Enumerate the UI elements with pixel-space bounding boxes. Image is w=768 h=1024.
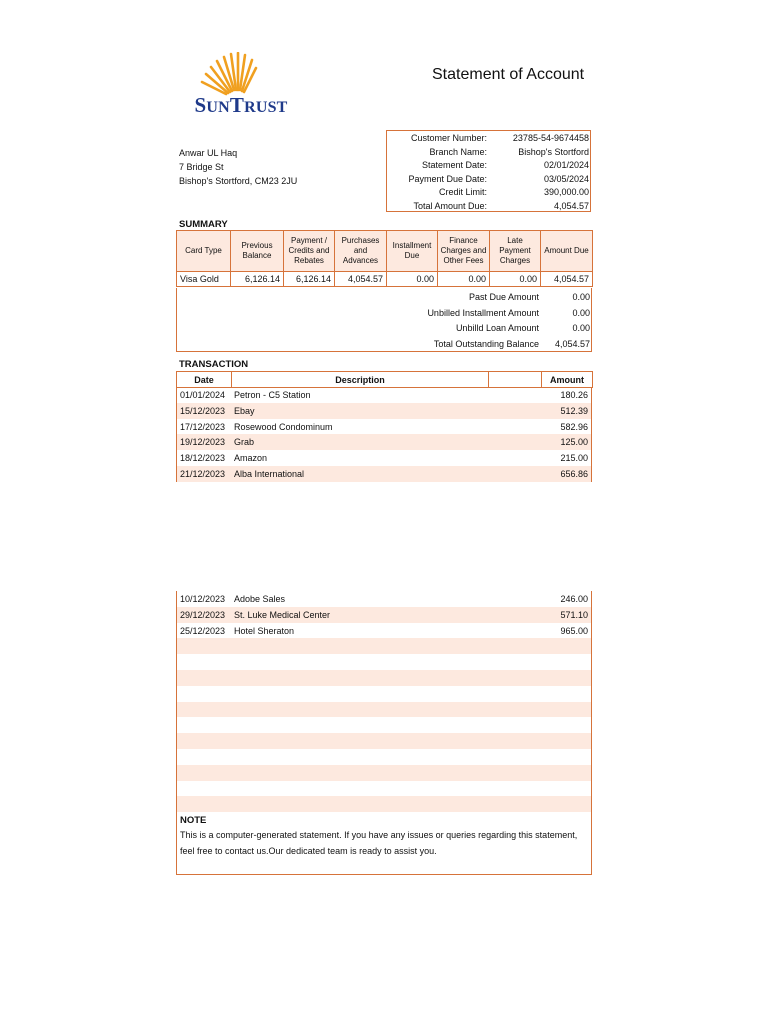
table-row: 15/12/2023 Ebay 512.39	[177, 403, 591, 419]
table-row: 29/12/2023 St. Luke Medical Center 571.10	[177, 607, 591, 623]
totals-row: Unbilld Loan Amount 0.00	[455, 323, 590, 333]
header-amount: Amount	[542, 372, 593, 388]
table-cell: 0.00	[490, 272, 541, 287]
header-description: Description	[232, 372, 489, 388]
customer-address	[179, 146, 297, 188]
customer-name: Anwar UL Haq	[179, 148, 238, 158]
transaction-header-row	[177, 372, 593, 388]
header-late-payment: Late Payment Charges	[490, 231, 541, 272]
empty-row	[177, 686, 591, 702]
info-row: Statement Date: 02/01/2024	[421, 160, 589, 171]
summary-data-row	[177, 272, 593, 287]
table-row: 01/01/2024 Petron - C5 Station 180.26	[180, 390, 588, 400]
summary-header-row	[177, 231, 593, 272]
summary-totals	[176, 288, 592, 352]
empty-row	[177, 702, 591, 718]
page-title: Statement of Account	[432, 66, 585, 83]
table-row: 19/12/2023 Grab 125.00	[177, 434, 591, 450]
address-line-2: Bishop's Stortford, CM23 2JU	[179, 176, 298, 186]
totals-row: Total Outstanding Balance 4,054.57	[433, 338, 590, 349]
info-row: Payment Due Date: 03/05/2024	[408, 173, 589, 184]
table-row: 10/12/2023 Adobe Sales 246.00	[180, 594, 588, 604]
empty-row	[177, 796, 591, 812]
table-row: 17/12/2023 Rosewood Condominum 582.96	[180, 421, 588, 432]
info-row: Customer Number: 23785-54-9674458	[410, 133, 589, 143]
header-purchases: Purchases and Advances	[335, 231, 387, 272]
header-finance-charges: Finance Charges and Other Fees	[438, 231, 490, 272]
summary-title: SUMMARY	[179, 219, 228, 230]
table-row: 25/12/2023 Hotel Sheraton 965.00	[180, 625, 588, 636]
totals-row: Past Due Amount 0.00	[468, 292, 590, 302]
brand-wordmark: SUNTRUST	[194, 93, 288, 117]
summary-table	[176, 230, 593, 287]
empty-row	[177, 717, 591, 733]
note-text: This is a computer-generated statement. If you have any issues or queries regarding this statement, feel free to contact us.Our dedicated team is ready to assist you.	[180, 830, 578, 856]
header-installment-due: Installment Due	[387, 231, 438, 272]
table-cell: Visa Gold	[177, 272, 231, 287]
account-info-box	[386, 130, 591, 212]
suntrust-logo	[186, 52, 296, 120]
empty-row	[177, 733, 591, 749]
transaction-header-table	[176, 371, 593, 388]
table-cell: 6,126.14	[284, 272, 335, 287]
table-cell: 0.00	[438, 272, 490, 287]
transaction-list-page-1	[176, 387, 592, 482]
table-cell: 4,054.57	[335, 272, 387, 287]
header-card-type: Card Type	[177, 231, 231, 272]
header-blank	[489, 372, 542, 388]
transaction-title: TRANSACTION	[179, 359, 249, 370]
header-amount-due: Amount Due	[541, 231, 593, 272]
empty-row	[177, 749, 591, 765]
empty-row	[177, 781, 591, 797]
table-cell: 0.00	[387, 272, 438, 287]
address-line-1: 7 Bridge St	[179, 162, 224, 172]
info-row: Total Amount Due: 4,054.57	[413, 201, 589, 211]
info-row: Branch Name: Bishop's Stortford	[429, 146, 589, 157]
empty-row	[177, 765, 591, 781]
table-cell: 4,054.57	[541, 272, 593, 287]
table-cell: 6,126.14	[231, 272, 284, 287]
totals-row: Unbilled Installment Amount 0.00	[427, 307, 590, 318]
note-title: NOTE	[180, 815, 207, 826]
table-row: 18/12/2023 Amazon 215.00	[180, 453, 588, 464]
note-box	[176, 811, 592, 875]
empty-row	[177, 654, 591, 670]
sun-rays-icon	[186, 52, 296, 96]
header-payment-credits: Payment / Credits and Rebates	[284, 231, 335, 272]
transaction-list-page-2	[176, 591, 592, 811]
info-row: Credit Limit: 390,000.00	[438, 187, 589, 198]
header-date: Date	[177, 372, 232, 388]
table-row: 21/12/2023 Alba International 656.86	[177, 466, 591, 482]
empty-row	[177, 670, 591, 686]
empty-row	[177, 638, 591, 654]
header-previous-balance: Previous Balance	[231, 231, 284, 272]
